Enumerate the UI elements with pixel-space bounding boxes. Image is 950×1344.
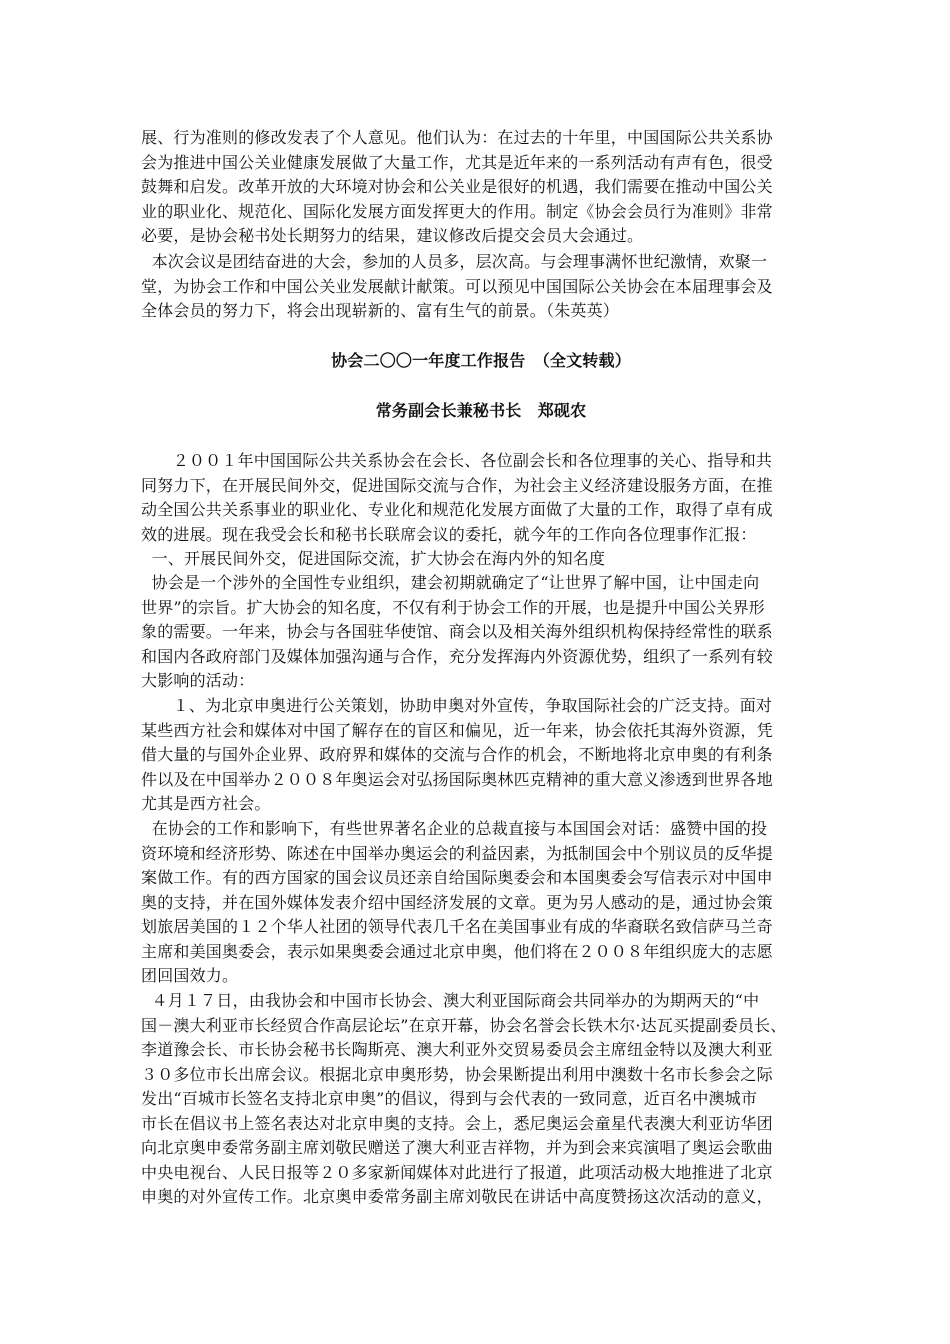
paragraph-meeting-summary [141,250,821,324]
text-line: 堂，为协会工作和中国公关业发展献计献策。可以预见中国国际公关协会在本届理事会及 [141,276,773,296]
text-line: 本次会议是团结奋进的大会，参加的人员多，层次高。与会理事满怀世纪激情，欢聚一 [141,252,768,271]
text-line: 尤其是西方社会。 [141,794,271,813]
paragraph-mayors-forum [141,989,821,1210]
text-line: 业的职业化、规范化、国际化发展方面发挥更大的作用。制定《协会会员行为准则》非常 [141,201,773,221]
text-line: 象的需要。一年来，协会与各国驻华使馆、商会以及相关海外组织机构保持经常性的联系 [141,622,773,641]
paragraph-enterprise-support [141,817,821,989]
paragraph-member-opinions [141,126,821,249]
text-line: 会为推进中国公关业健康发展做了大量工作，尤其是近年来的一系列活动有声有色，很受 [141,152,773,172]
paragraph-report-intro [141,449,821,572]
text-line: 大影响的活动： [141,671,255,690]
text-line: 和国内各政府部门及媒体加强沟通与合作，充分发挥海内外资源优势，组织了一系列有较 [141,646,773,666]
text-line: 案做工作。有的西方国家的国会议员还亲自给国际奥委会和本国奥委会写信表示对中国申 [141,868,773,887]
text-line: ２００１年中国国际公共关系协会在会长、各位副会长和各位理事的关心、指导和共 [141,451,773,470]
text-line: 划旅居美国的１２个华人社团的领导代表几千名在美国事业有成的华裔联名致信萨马兰奇 [141,917,773,936]
text-line: 中央电视台、人民日报等２０多家新闻媒体对此进行了报道，此项活动极大地推进了北京 [141,1162,773,1182]
text-line: 奥的支持，并在国外媒体发表介绍中国经济发展的文章。更为另人感动的是，通过协会策 [141,892,773,912]
report-author: 常务副会长兼秘书长 郑砚农 [375,401,587,420]
text-line: 必要，是协会秘书处长期努力的结果，建议修改后提交会员大会通过。 [141,226,644,245]
text-line: 向北京奥申委常务副主席刘敬民赠送了澳大利亚吉祥物，并为到会来宾演唱了奥运会歌曲 [141,1138,773,1157]
text-line: 件以及在中国举办２００８年奥运会对弘扬国际奥林匹克精神的重大意义渗透到世界各地 [141,769,773,789]
text-line: 主席和美国奥委会，表示如果奥委会通过北京申奥，他们将在２００８年组织庞大的志愿 [141,941,773,961]
text-line: 李道豫会长、市长协会秘书长陶斯亮、澳大利亚外交贸易委员会主席纽金特以及澳大利亚 [141,1040,773,1059]
paragraph-association-mission [141,571,821,694]
text-line: 团回国效力。 [141,966,239,985]
text-line: 全体会员的努力下，将会出现崭新的、富有生气的前景。（朱英英） [141,301,620,320]
text-line: 世界”的宗旨。扩大协会的知名度，不仅有利于协会工作的开展，也是提升中国公关界形 [141,597,765,617]
text-line: ４月１７日，由我协会和中国市长协会、澳大利亚国际商会共同举办的为期两天的“中 [141,991,760,1010]
text-line: 市长在倡议书上签名表达对北京申奥的支持。会上，悉尼奥运会童星代表澳大利亚访华团 [141,1113,773,1133]
text-line: 同努力下，在开展民间外交，促进国际交流与合作，为社会主义经济建设服务方面，在推 [141,475,773,495]
report-title: 协会二〇〇一年度工作报告 （全文转载） [331,351,631,370]
text-line: ３０多位市长出席会议。根据北京申奥形势，协会果断提出利用中澳数十名市长参会之际 [141,1064,773,1084]
text-line: 申奥的对外宣传工作。北京奥申委常务副主席刘敬民在讲话中高度赞扬这次活动的意义， [141,1187,773,1206]
text-line: 展、行为准则的修改发表了个人意见。他们认为：在过去的十年里，中国国际公共关系协 [141,128,773,147]
text-line: １、为北京申奥进行公关策划，协助申奥对外宣传，争取国际社会的广泛支持。面对 [141,696,773,715]
text-line: 动全国公共关系事业的职业化、专业化和规范化发展方面做了大量的工作，取得了卓有成 [141,500,773,519]
text-line: 效的进展。现在我受会长和秘书长联席会议的委托，就今年的工作向各位理事作汇报： [141,524,757,544]
text-line: 协会是一个涉外的全国性专业组织，建会初期就确定了“让世界了解中国，让中国走向 [141,573,760,592]
paragraph-olympic-bid [141,694,821,817]
text-line: 在协会的工作和影响下，有些世界著名企业的总裁直接与本国国会对话：盛赞中国的投 [141,819,768,838]
section-heading-line: 一、开展民间外交，促进国际交流，扩大协会在海内外的知名度 [141,549,606,568]
text-line: 鼓舞和启发。改革开放的大环境对协会和公关业是很好的机遇，我们需要在推动中国公关 [141,177,773,196]
text-line: 发出“百城市长签名支持北京申奥”的倡议，得到与会代表的一致同意，近百名中澳城市 [141,1089,758,1108]
text-line: 资环境和经济形势、陈述在中国举办奥运会的利益因素，为抵制国会中个别议员的反华提 [141,843,773,863]
text-line: 国－澳大利亚市长经贸合作高层论坛”在京开幕，协会名誉会长铁木尔·达瓦买提副委员长、 [141,1015,787,1035]
text-line: 借大量的与国外企业界、政府界和媒体的交流与合作的机会，不断地将北京申奥的有利条 [141,745,773,764]
text-line: 某些西方社会和媒体对中国了解存在的盲区和偏见，近一年来，协会依托其海外资源，凭 [141,720,773,740]
